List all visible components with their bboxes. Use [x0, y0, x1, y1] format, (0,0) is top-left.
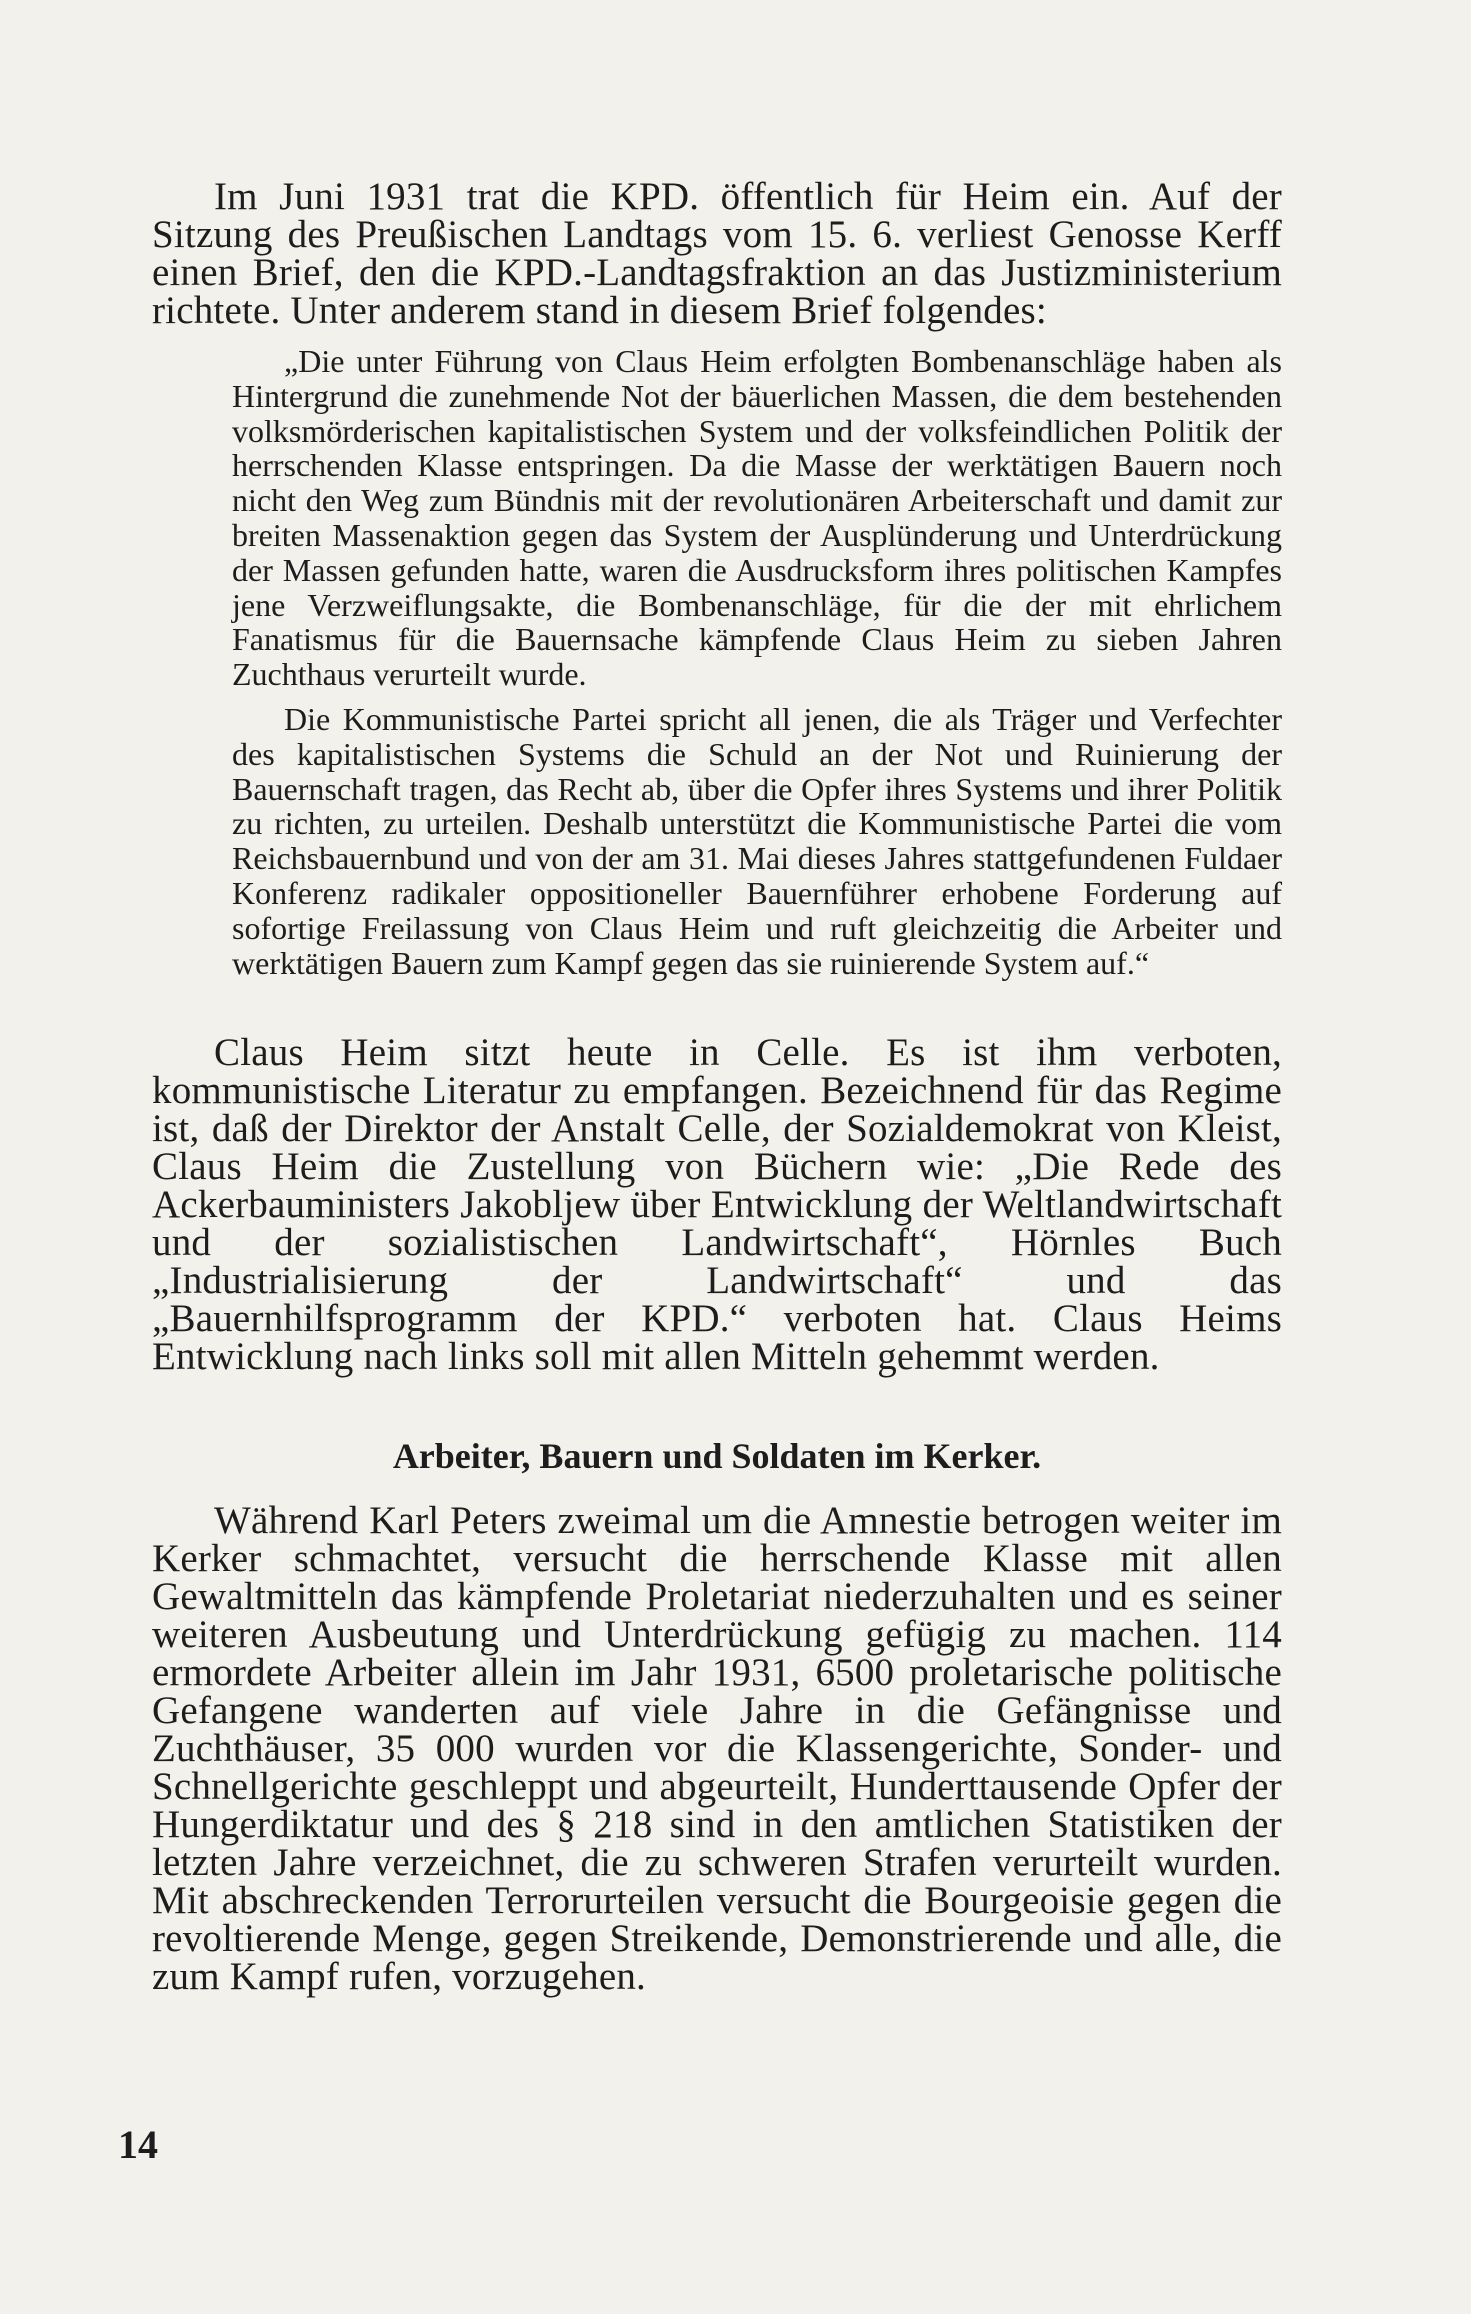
quote-paragraph-1: „Die unter Führung von Claus Heim erfolgten Bombenanschläge haben als Hintergrund die zunehmende Not der bäuerlichen Massen, die dem bestehenden volksmörderischen kapitalistischen System und der volksfeindlichen Politik der herrschenden Klasse entspringen. Da die Masse der werktätigen Bauern noch nicht den Weg zum Bündnis mit der revolutionären Arbeiterschaft und damit zur breiten Massenaktion gegen das System der Ausplünderung und Unterdrückung der Massen gefunden hatte, waren die Ausdrucksform ihres politischen Kampfes jene Verzweiflungsakte, die Bombenanschläge, für die der mit ehrlichem Fanatismus für die Bauernsache kämpfende Claus Heim zu sieben Jahren Zuchthaus verurteilt wurde.	[232, 343, 1282, 693]
body-paragraph-kerker: Während Karl Peters zweimal um die Amnestie betrogen weiter im Kerker schmachtet, versucht die herrschende Klasse mit allen Gewaltmitteln das kämpfende Proletariat niederzuhalten und es seiner weiteren Ausbeutung und Unterdrückung gefügig zu machen. 114 ermordete Arbeiter allein im Jahr 1931, 6500 proletarische politische Gefangene wanderten auf viele Jahre in die Gefängnisse und Zuchthäuser, 35 000 wurden vor die Klassengerichte, Sonder- und Schnellgerichte geschleppt und abgeurteilt, Hunderttausende Opfer der Hungerdiktatur und des § 218 sind in den amtlichen Statistiken der letzten Jahre verzeichnet, die zu schweren Strafen verurteilt wurden. Mit abschreckenden Terrorurteilen versucht die Bourgeoisie gegen die revoltierende Menge, gegen Streikende, Demonstrierende und alle, die zum Kampf rufen, vorzugehen.	[152, 1499, 1282, 1999]
quote-paragraph-2: Die Kommunistische Partei spricht all jenen, die als Träger und Verfechter des kapitalistischen Systems die Schuld an der Not und Ruinierung der Bauernschaft tragen, das Recht ab, über die Opfer ihres Systems und ihrer Politik zu richten, zu urteilen. Deshalb unterstützt die Kommunistische Partei die vom Reichsbauernbund und von der am 31. Mai dieses Jahres stattgefundenen Fuldaer Konferenz radikaler oppositioneller Bauernführer erhobene Forderung auf sofortige Freilassung von Claus Heim und ruft gleichzeitig die Arbeiter und werktätigen Bauern zum Kampf gegen das sie ruinierende System auf.“	[232, 700, 1282, 981]
intro-paragraph: Im Juni 1931 trat die KPD. öffentlich für Heim ein. Auf der Sitzung des Preußischen Landtags vom 15. 6. verliest Genosse Kerff einen Brief, den die KPD.-Landtagsfraktion an das Justizministerium richtete. Unter anderem stand in diesem Brief folgendes:	[152, 175, 1282, 332]
letter-quote	[232, 344, 1282, 980]
section-heading: Arbeiter, Bauern und Soldaten im Kerker.	[392, 1436, 1042, 1477]
body-paragraph-celle: Claus Heim sitzt heute in Celle. Es ist ihm verboten, kommunistische Literatur zu empfangen. Bezeichnend für das Regime ist, daß der Direktor der Anstalt Celle, der Sozialdemokrat von Kleist, Claus Heim die Zustellung von Büchern wie: „Die Rede des Ackerbauministers Jakobljew über Entwicklung der Weltlandwirtschaft und der sozialistischen Landwirtschaft“, Hörnles Buch „Industrialisierung der Landwirtschaft“ und das „Bauernhilfsprogramm der KPD.“ verboten hat. Claus Heims Entwicklung nach links soll mit allen Mitteln gehemmt werden.	[152, 1031, 1282, 1379]
document-page	[152, 175, 1282, 1999]
page-number: 14	[118, 2122, 158, 2167]
